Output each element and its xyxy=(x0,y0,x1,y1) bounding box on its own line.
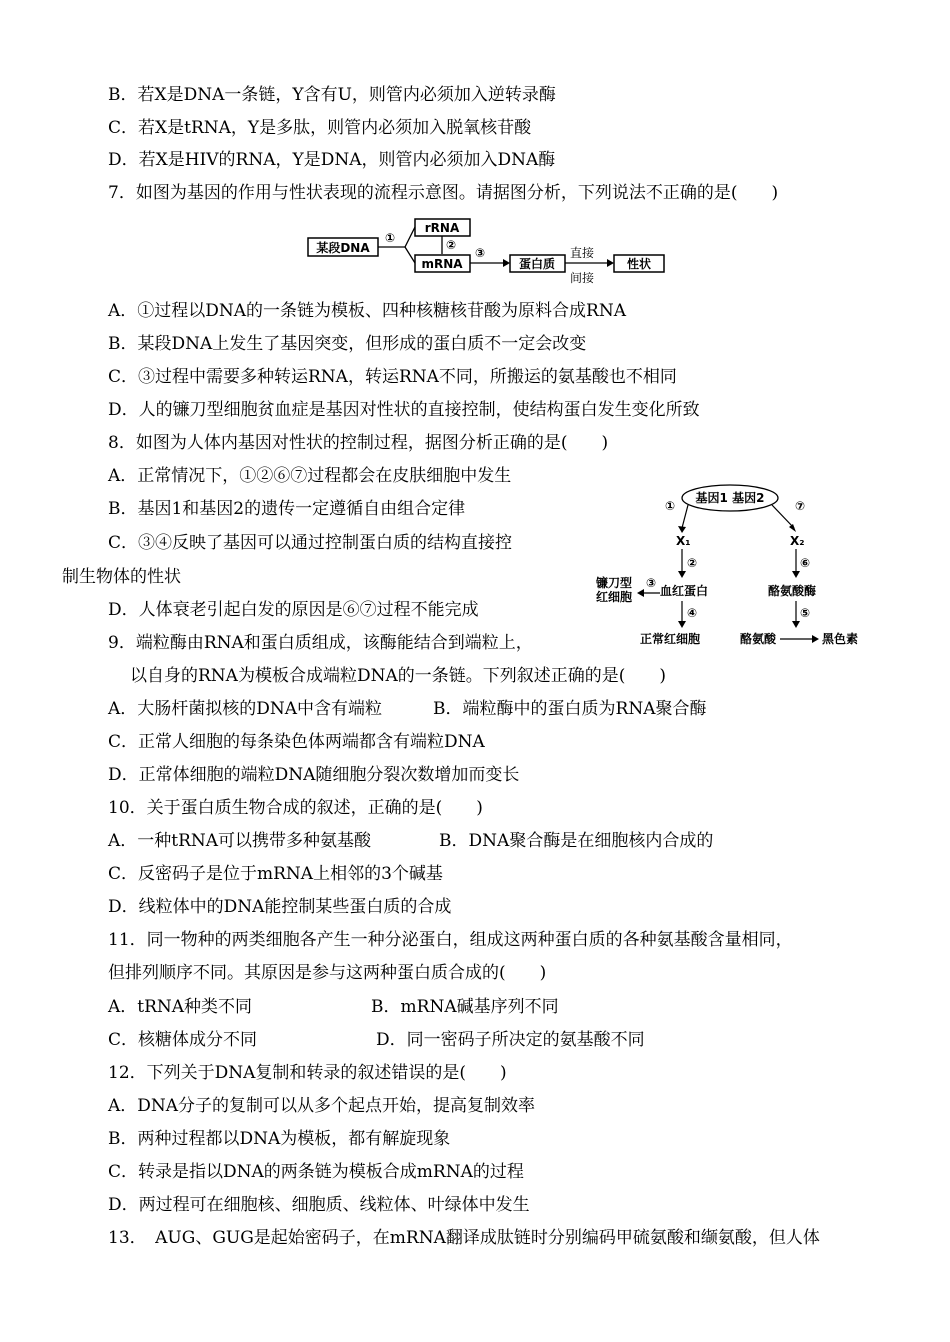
normal-rbc-label: 正常红细胞 xyxy=(640,632,701,646)
svg-text:红细胞: 红细胞 xyxy=(596,590,633,604)
gene-expression-flowchart xyxy=(305,213,675,285)
text-line: C．转录是指以DNA的两条链为模板合成mRNA的过程 xyxy=(108,1162,524,1182)
question-8: 8．如图为人体内基因对性状的控制过程，据图分析正确的是( ) xyxy=(108,433,609,453)
text-line: B．若X是DNA一条链，Y含有U，则管内必须加入逆转录酶 xyxy=(108,85,556,105)
text-line: A．一种tRNA可以携带多种氨基酸 B．DNA聚合酶是在细胞核内合成的 xyxy=(108,831,714,851)
text-line: D．人的镰刀型细胞贫血症是基因对性状的直接控制，使结构蛋白发生变化所致 xyxy=(108,400,700,420)
indirect-label: 间接 xyxy=(570,271,595,285)
question-11: 11．同一物种的两类细胞各产生一种分泌蛋白，组成这两种蛋白质的各种氨基酸含量相同， xyxy=(108,930,793,950)
node-protein: 蛋白质 xyxy=(518,257,556,271)
step-4-label: ④ xyxy=(687,606,698,620)
step-7-label: ⑦ xyxy=(795,499,806,513)
question-12: 12．下列关于DNA复制和转录的叙述错误的是( ) xyxy=(108,1063,507,1083)
x2-label: X₂ xyxy=(790,534,805,548)
text-line: D．两过程可在细胞核、细胞质、线粒体、叶绿体中发生 xyxy=(108,1195,530,1215)
node-dna: 某段DNA xyxy=(316,241,370,255)
melanin-label: 黑色素 xyxy=(822,632,859,646)
sickle-cell-label: 镰刀型 xyxy=(596,576,633,590)
text-line: A．tRNA种类不同 B．mRNA碱基序列不同 xyxy=(108,997,559,1017)
node-rrna: rRNA xyxy=(424,221,460,235)
question-9: 9．端粒酶由RNA和蛋白质组成，该酶能结合到端粒上， xyxy=(108,633,533,653)
step-3-label: ③ xyxy=(475,246,486,260)
text-line: 制生物体的性状 xyxy=(62,567,181,587)
x1-label: X₁ xyxy=(676,534,691,548)
step-2-label: ② xyxy=(687,556,698,570)
step-5-label: ⑤ xyxy=(800,606,811,620)
text-line: C．核糖体成分不同 D．同一密码子所决定的氨基酸不同 xyxy=(108,1030,645,1050)
step-2-label: ② xyxy=(446,238,457,252)
hemoglobin-label: 血红蛋白 xyxy=(660,584,709,598)
text-line: D．人体衰老引起白发的原因是⑥⑦过程不能完成 xyxy=(108,600,479,620)
text-line: B．两种过程都以DNA为模板，都有解旋现象 xyxy=(108,1129,451,1149)
text-line: D．若X是HIV的RNA，Y是DNA，则管内必须加入DNA酶 xyxy=(108,150,556,170)
text-line: B．某段DNA上发生了基因突变，但形成的蛋白质不一定会改变 xyxy=(108,334,587,354)
text-line: A．①过程以DNA的一条链为模板、四种核糖核苷酸为原料合成RNA xyxy=(108,301,627,321)
question-10: 10．关于蛋白质生物合成的叙述，正确的是( ) xyxy=(108,798,483,818)
step-6-label: ⑥ xyxy=(800,556,811,570)
text-line: A．DNA分子的复制可以从多个起点开始，提高复制效率 xyxy=(108,1096,536,1116)
node-mrna: mRNA xyxy=(421,257,463,271)
text-line: C．若X是tRNA，Y是多肽，则管内必须加入脱氧核苷酸 xyxy=(108,118,532,138)
text-line: A．大肠杆菌拟核的DNA中含有端粒 B．端粒酶中的蛋白质为RNA聚合酶 xyxy=(108,699,707,719)
question-13: 13． AUG、GUG是起始密码子，在mRNA翻译成肽链时分别编码甲硫氨酸和缬氨酸，但人体 xyxy=(108,1228,820,1248)
direct-label: 直接 xyxy=(570,246,595,260)
step-3-label: ③ xyxy=(646,576,657,590)
text-line: 但排列顺序不同。其原因是参与这两种蛋白质合成的( ) xyxy=(108,963,547,983)
step-1-label: ① xyxy=(665,499,676,513)
genes-label: 基因1 基因2 xyxy=(695,491,765,505)
question-7: 7．如图为基因的作用与性状表现的流程示意图。请据图分析，下列说法不正确的是( ) xyxy=(108,183,779,203)
tyrosine-label: 酪氨酸 xyxy=(740,632,777,646)
text-line: C．正常人细胞的每条染色体两端都含有端粒DNA xyxy=(108,732,485,752)
step-1-label: ① xyxy=(385,231,396,245)
node-trait: 性状 xyxy=(626,257,652,271)
tyrosinase-label: 酪氨酸酶 xyxy=(768,584,817,598)
text-line: 以自身的RNA为模板合成端粒DNA的一条链。下列叙述正确的是( ) xyxy=(130,666,666,686)
text-line: D．正常体细胞的端粒DNA随细胞分裂次数增加而变长 xyxy=(108,765,520,785)
text-line: A．正常情况下，①②⑥⑦过程都会在皮肤细胞中发生 xyxy=(108,466,512,486)
text-line: B．基因1和基因2的遗传一定遵循自由组合定律 xyxy=(108,499,466,519)
text-line: C．③过程中需要多种转运RNA，转运RNA不同，所搬运的氨基酸也不相同 xyxy=(108,367,677,387)
gene-control-diagram xyxy=(590,483,875,655)
text-line: D．线粒体中的DNA能控制某些蛋白质的合成 xyxy=(108,897,452,917)
text-line: C．反密码子是位于mRNA上相邻的3个碱基 xyxy=(108,864,443,884)
text-line: C．③④反映了基因可以通过控制蛋白质的结构直接控 xyxy=(108,533,513,553)
